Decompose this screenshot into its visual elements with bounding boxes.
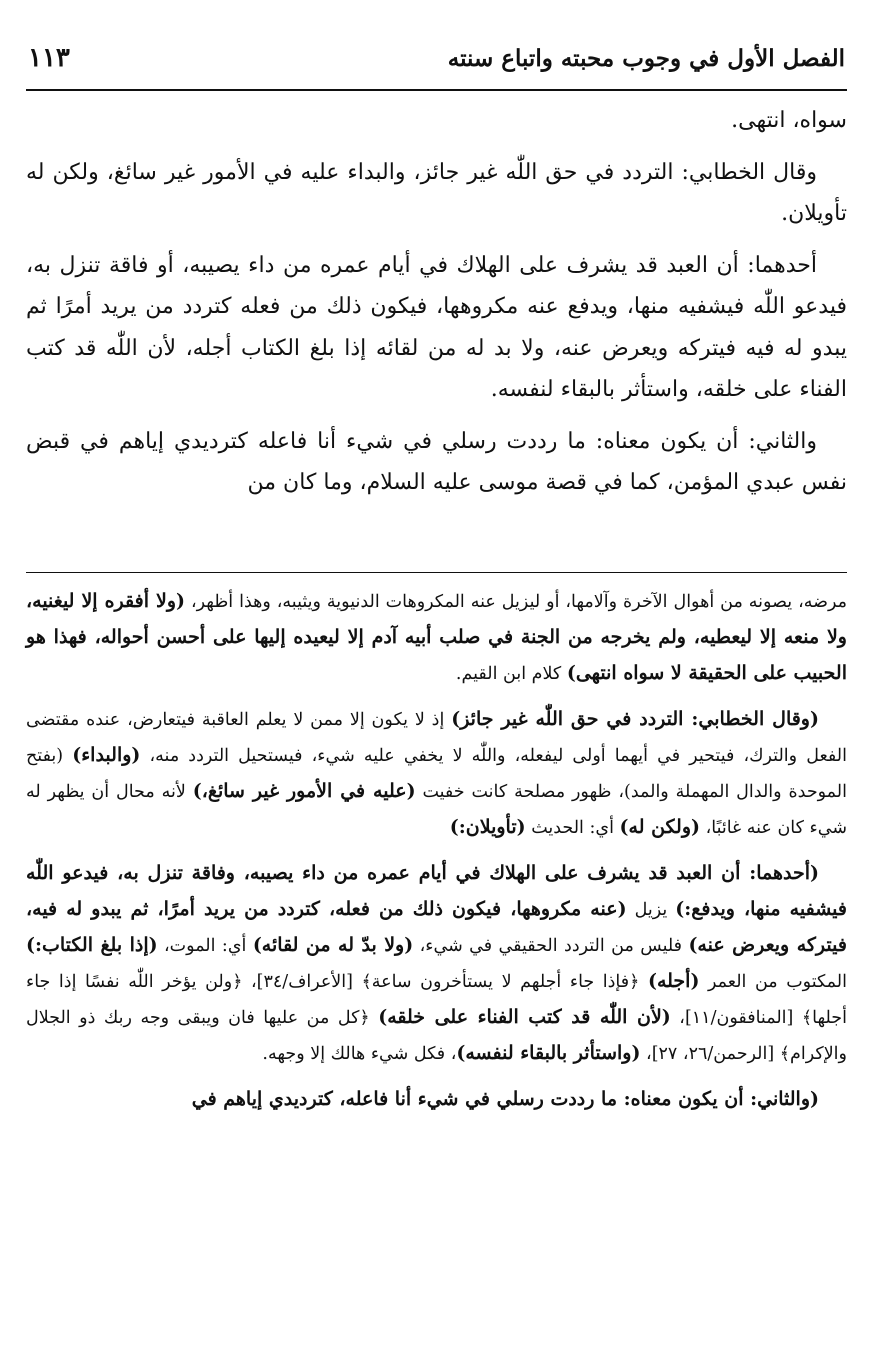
commentary-text: ، فكل شيء هالك إلا وجهه. bbox=[262, 1044, 457, 1064]
commentary-text: مرضه، يصونه من أهوال الآخرة وآلامها، أو ليزيل عنه المكروهات الدنيوية ويثيبه، وهذا أظهر، bbox=[190, 592, 847, 612]
commentary-text: أي: الحديث bbox=[531, 818, 614, 838]
quoted-text: (ولا بدّ له من لقائه) bbox=[252, 934, 414, 956]
page-header bbox=[28, 30, 845, 86]
commentary-text: (بفتح الموحدة والدال المهملة والمد)، ظهور مصلحة كانت خفيت bbox=[26, 746, 847, 802]
commentary-paragraph-4 bbox=[26, 1082, 847, 1118]
commentary-paragraph-1 bbox=[26, 584, 847, 692]
commentary-section bbox=[26, 584, 847, 1128]
page-number: ١١٣ bbox=[28, 43, 70, 73]
commentary-text: كلام ابن القيم. bbox=[455, 664, 562, 684]
commentary-text: إذ لا يكون إلا ممن لا يعلم العاقبة فيتعارض، عنده مقتضى الفعل والترك، فيتحير في أيهما أولى ليفعله، واللّٰه لا يخفي عليه شيء، فيستحيل التردد منه، bbox=[26, 710, 847, 766]
quoted-text: (والبداء) bbox=[72, 744, 141, 766]
commentary-paragraph-2 bbox=[26, 702, 847, 846]
quoted-text: (ولكن له) bbox=[619, 816, 701, 838]
quoted-text: (عليه في الأمور غير سائغ،) bbox=[192, 780, 416, 802]
quoted-text: (لأن اللّٰه قد كتب الفناء على خلقه) bbox=[378, 1006, 671, 1028]
quran-citation: ﴿كل من عليها فان ويبقى وجه ربك ذو الجلال والإكرام﴾ [الرحمن/٢٦، ٢٧]، bbox=[26, 1008, 847, 1064]
quoted-text: (تأويلان:) bbox=[449, 816, 526, 838]
header-divider bbox=[26, 89, 847, 91]
main-paragraph-4: والثاني: أن يكون معناه: ما رددت رسلي في شيء أنا فاعله كترديدي إياهم في قبض نفس عبدي المؤمن، كما في قصة موسى عليه السلام، وما كان من bbox=[26, 428, 847, 495]
quran-citation: ﴿فإذا جاء أجلهم لا يستأخرون ساعة﴾ [الأعراف/٣٤]، ﴿ولن يؤخر اللّٰه نفسًا إذا جاء أجلها﴾ [المنافقون/١١]، bbox=[26, 972, 847, 1028]
quoted-text: (ولا أفقره إلا ليغنيه، ولا منعه إلا ليعطيه، ولم يخرجه من الجنة في صلب أبيه آدم إلا ليعيده إليها على أحسن أحواله، فهذا هو الحبيب على الحقيقة لا سواه انتهى) bbox=[26, 590, 847, 684]
commentary-text: المكتوب من العمر bbox=[708, 972, 847, 992]
quoted-text: (وقال الخطابي: التردد في حق اللّٰه غير جائز) bbox=[451, 708, 819, 730]
footnote-divider bbox=[26, 572, 847, 573]
commentary-text: لأنه محال أن يظهر له شيء كان عنه غائبًا، bbox=[26, 782, 847, 838]
quoted-text: (واستأثر بالبقاء لنفسه) bbox=[456, 1042, 641, 1064]
quoted-text: (إذا بلغ الكتاب:) bbox=[26, 934, 158, 956]
chapter-title: الفصل الأول في وجوب محبته واتباع سنته bbox=[447, 44, 845, 72]
commentary-text: فليس من التردد الحقيقي في شيء، bbox=[419, 936, 683, 956]
quoted-text: (أحدهما: أن العبد قد يشرف على الهلاك في أيام عمره من داء يصيبه، وفاقة تنزل به، فيدعو اللّٰه فيشفيه منها، ويدفع:) bbox=[26, 862, 847, 920]
main-paragraph-3: أحدهما: أن العبد قد يشرف على الهلاك في أيام عمره من داء يصيبه، أو فاقة تنزل به، فيدعو اللّٰه فيشفيه منها، ويدفع عنه مكروهها، فيكون ذلك من فعله كتردد من يريد أمرًا ثم يبدو له فيه فيتركه ويعرض عنه، ولا بد له من لقائه إذا بلغ الكتاب أجله، لأن اللّٰه قد كتب الفناء على خلقه، واستأثر بالبقاء لنفسه. bbox=[26, 252, 847, 402]
quoted-text: (والثاني: أن يكون معناه: ما رددت رسلي في شيء أنا فاعله، كترديدي إياهم في bbox=[191, 1088, 819, 1110]
commentary-text: يزيل bbox=[634, 900, 668, 920]
commentary-paragraph-3 bbox=[26, 856, 847, 1072]
main-paragraph-1: سواه، انتهى. bbox=[731, 108, 847, 133]
main-paragraph-2: وقال الخطابي: التردد في حق اللّٰه غير جائز، والبداء عليه في الأمور غير سائغ، ولكن له تأويلان. bbox=[26, 159, 847, 226]
commentary-text: أي: الموت، bbox=[164, 936, 247, 956]
quoted-text: (عنه مكروهها، فيكون ذلك من فعله، كتردد من يريد أمرًا، ثم يبدو له فيه، فيتركه ويعرض عنه) bbox=[26, 898, 847, 956]
main-text bbox=[26, 100, 847, 514]
quoted-text: (أجله) bbox=[647, 970, 700, 992]
